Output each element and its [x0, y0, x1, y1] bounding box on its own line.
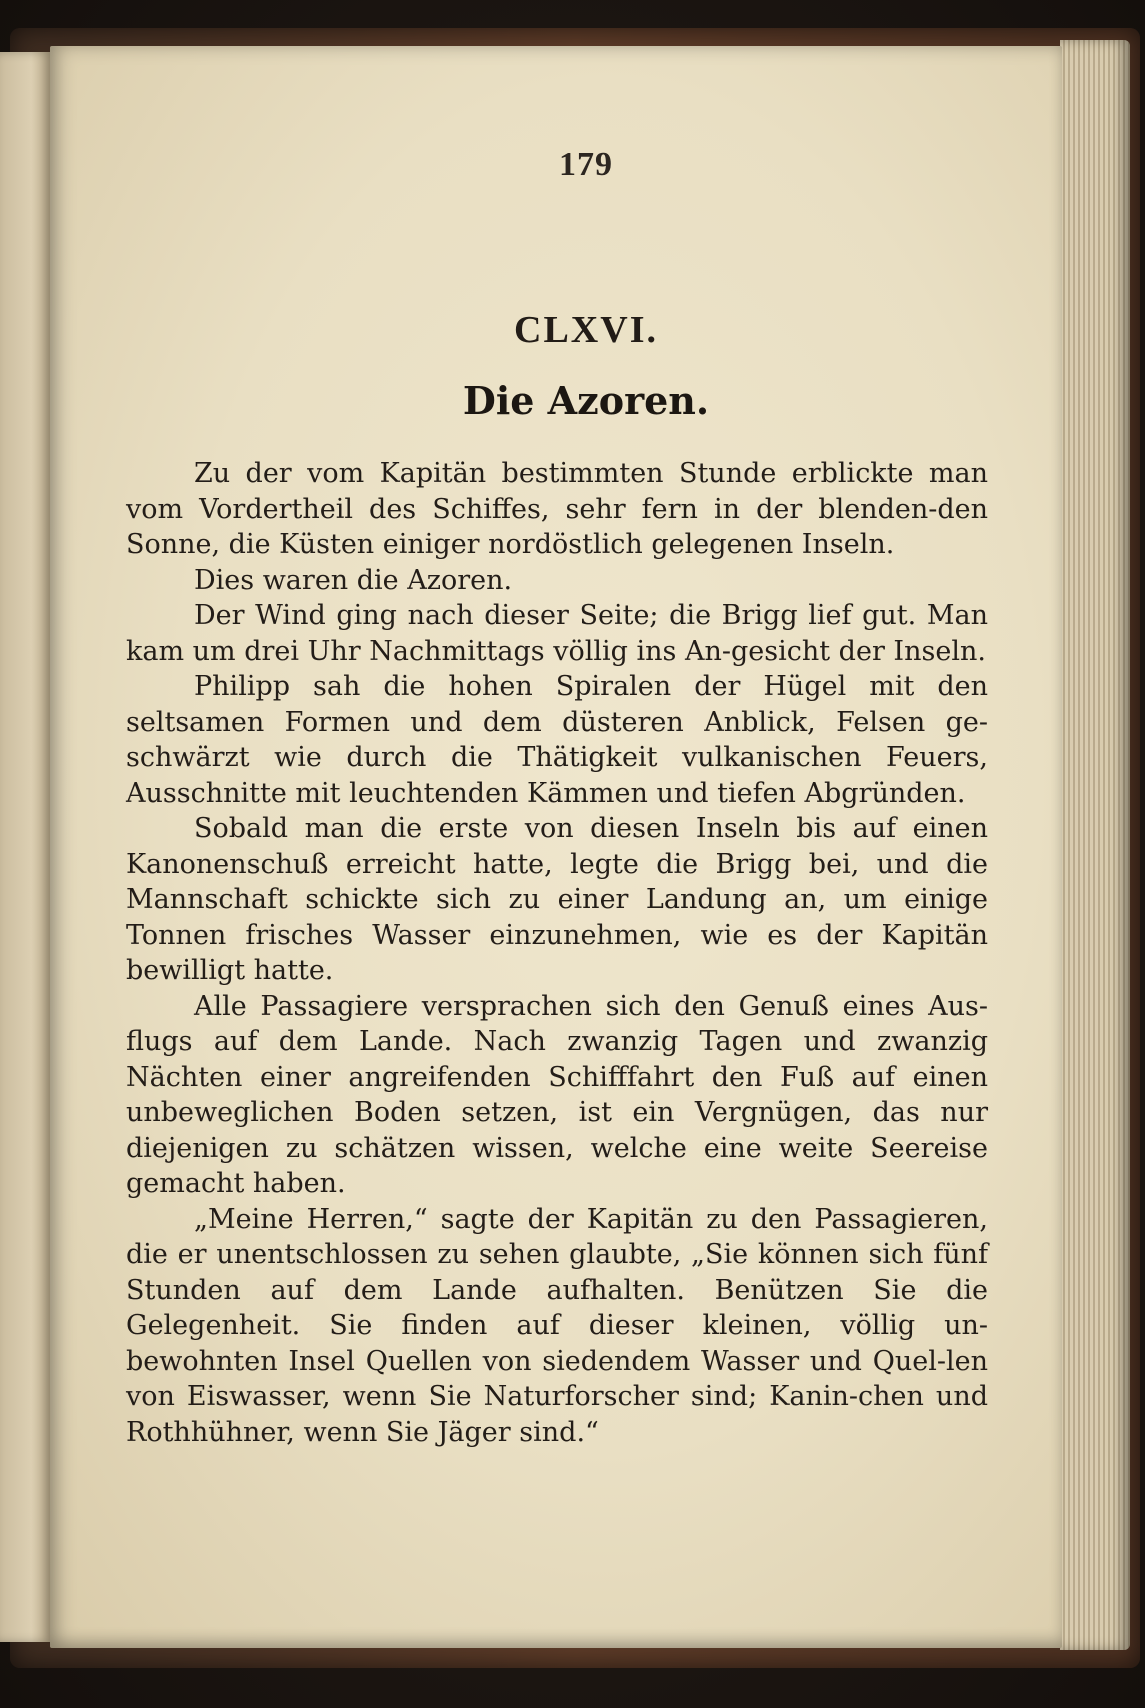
paragraph: Philipp sah die hohen Spiralen der Hügel mit den seltsamen Formen und dem düsteren Anblick, Felsen ge-schwärzt wie durch die Thätigkeit vulkanischen Feuers, Ausschnitte mit leuchtenden Kämmen und tiefen Abgründen. — [126, 671, 988, 809]
page-stack-edges — [1060, 40, 1130, 1650]
paragraph: Dies waren die Azoren. — [194, 564, 513, 596]
paragraph: „Meine Herren,“ sagte der Kapitän zu den Passagieren, die er unentschlossen zu sehen glaubte, „Sie können sich fünf Stunden auf dem Lande aufhalten. Benützen Sie die Gelegenheit. Sie finden auf dieser kleinen, völlig un-bewohnten Insel Quellen von siedendem Wasser und Quel-len von Eiswasser, wenn Sie Naturforscher sind; Kanin-chen und Rothhühner, wenn Sie Jäger sind.“ — [126, 1203, 988, 1448]
body-text — [126, 456, 988, 1450]
paragraph: Zu der vom Kapitän bestimmten Stunde erblickte man vom Vordertheil des Schiffes, sehr fern in der blenden-den Sonne, die Küsten einiger nordöstlich gelegenen Inseln. — [126, 458, 988, 560]
previous-page-edge — [0, 52, 52, 1642]
book-page — [50, 46, 1062, 1648]
paragraph: Sobald man die erste von diesen Inseln bis auf einen Kanonenschuß erreicht hatte, legte die Brigg bei, und die Mannschaft schickte sich zu einer Landung an, um einige Tonnen frisches Wasser einzunehmen, wie es der Kapitän bewilligt hatte. — [126, 813, 988, 986]
page-number: 179 — [559, 146, 613, 183]
paragraph: Alle Passagiere versprachen sich den Genuß eines Aus-flugs auf dem Lande. Nach zwanzig Tagen und zwanzig Nächten einer angreifenden Schifffahrt den Fuß auf einen unbeweglichen Boden setzen, ist ein Vergnügen, das nur diejenigen zu schätzen wissen, welche eine weite Seereise gemacht haben. — [126, 990, 988, 1199]
paragraph: Der Wind ging nach dieser Seite; die Brigg lief gut. Man kam um drei Uhr Nachmittags völlig ins An-gesicht der Inseln. — [126, 600, 988, 667]
chapter-title: Die Azoren. — [462, 378, 710, 423]
chapter-number: CLXVI. — [514, 309, 658, 351]
